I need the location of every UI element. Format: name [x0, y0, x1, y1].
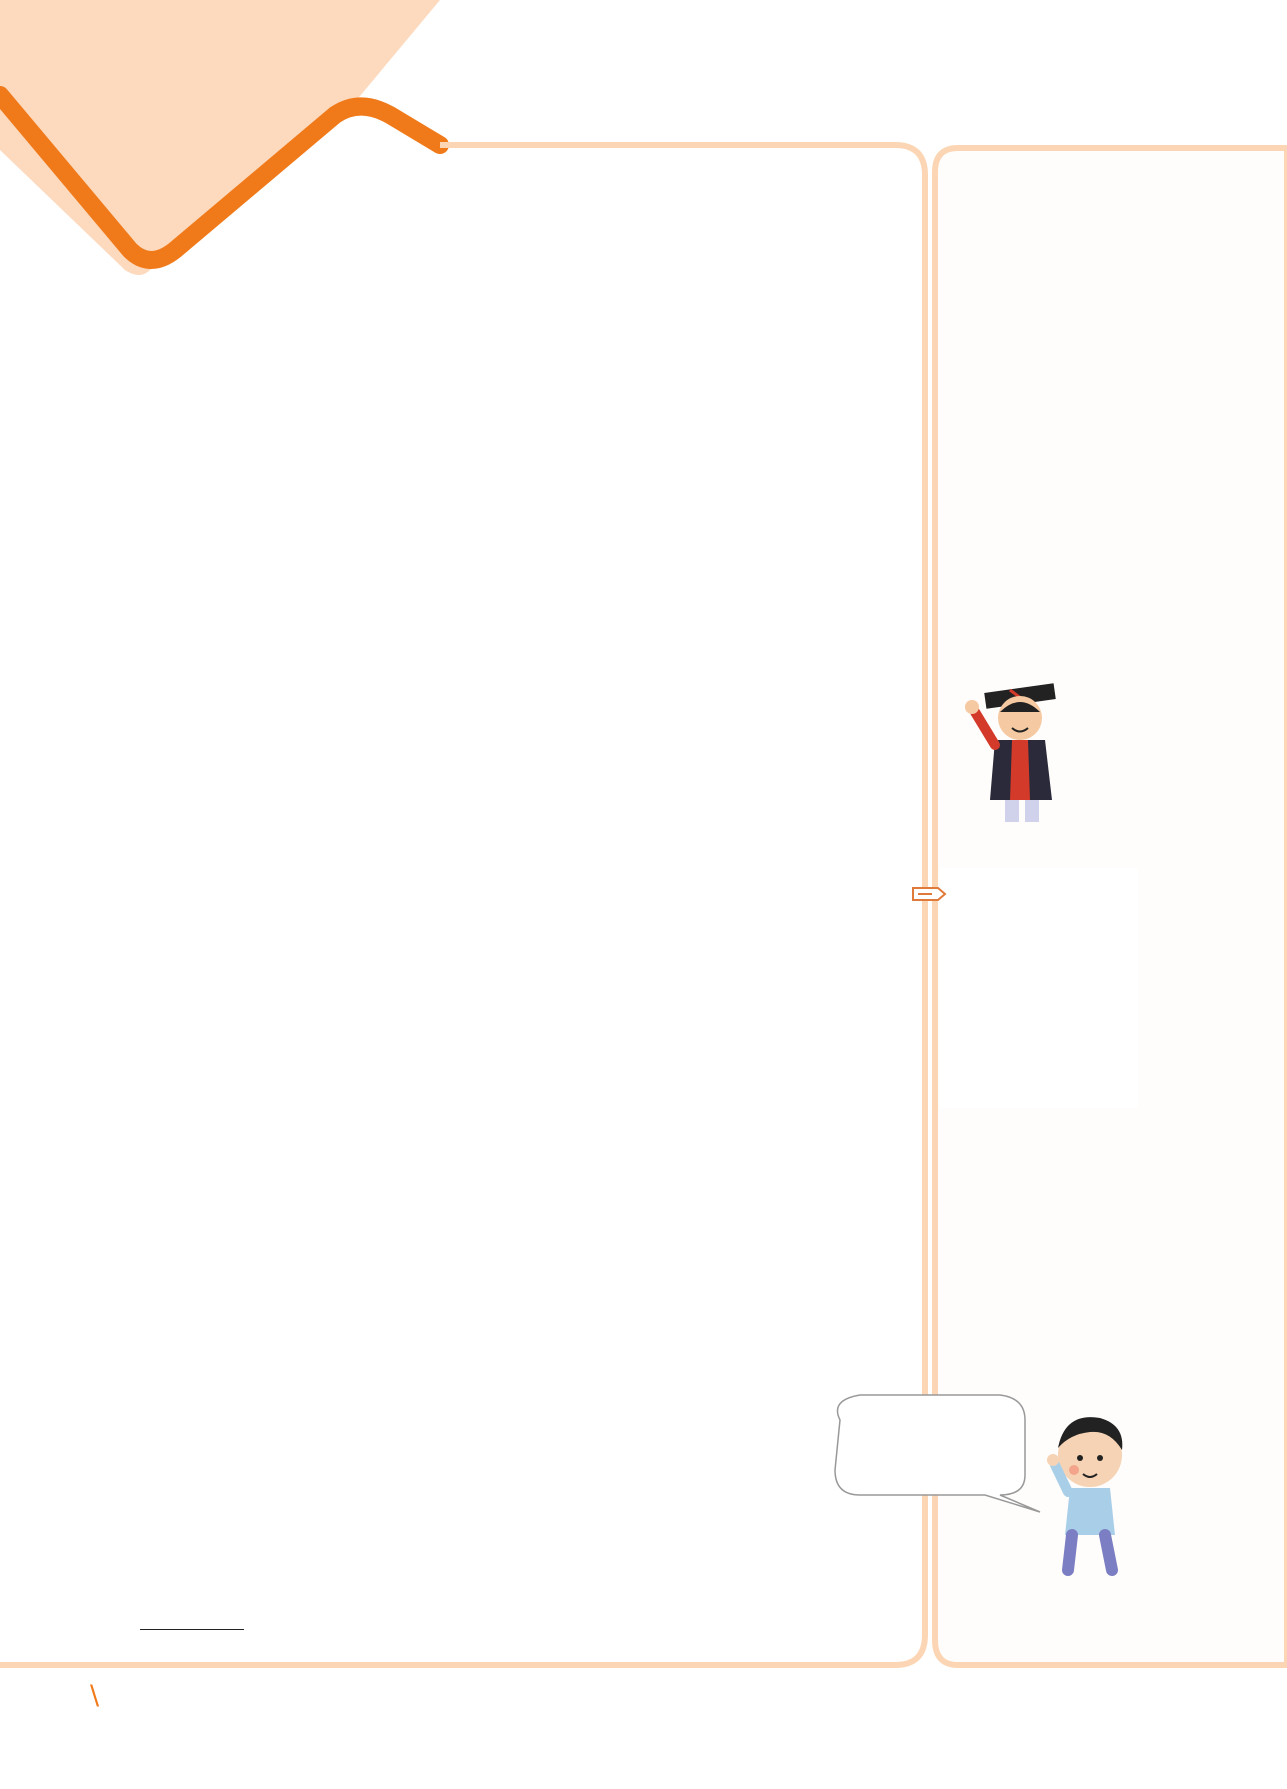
page-footer — [86, 1680, 107, 1711]
note-arrow-icon — [913, 888, 945, 900]
question-4-sub-1 — [118, 1604, 898, 1644]
footer-separator: \ — [90, 1680, 100, 1711]
question-2 — [118, 698, 898, 778]
note-box-background — [940, 868, 1138, 1108]
speech-bubble — [835, 1395, 1040, 1512]
question-1 — [118, 516, 898, 596]
answer-blank[interactable] — [140, 1609, 244, 1630]
question-3 — [118, 1004, 898, 1044]
survey-charts — [220, 1360, 820, 1605]
corner-peach-shape — [0, 0, 440, 275]
lesson-title — [340, 218, 362, 252]
